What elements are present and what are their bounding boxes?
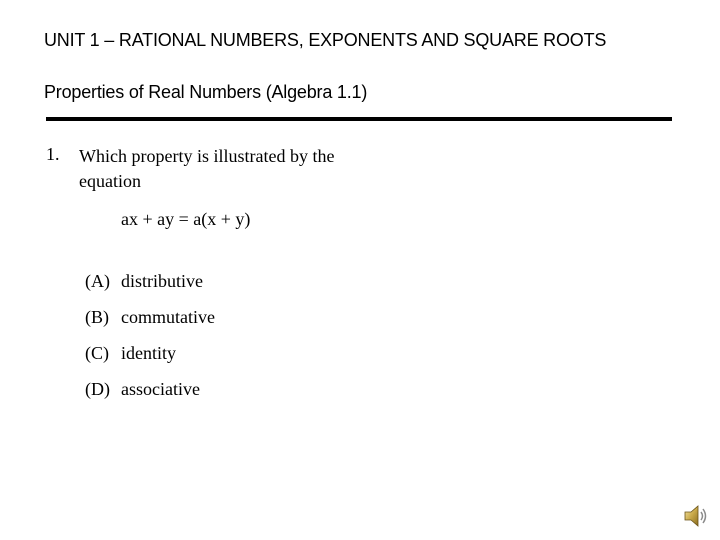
choice-text: associative	[121, 379, 200, 399]
question-equation: ax + ay = a(x + y)	[121, 209, 251, 229]
choice-text: identity	[121, 343, 176, 363]
divider-rule	[46, 117, 672, 121]
choice-letter: (B)	[85, 307, 109, 327]
choice-letter: (C)	[85, 343, 109, 363]
section-title: Properties of Real Numbers (Algebra 1.1)	[44, 82, 368, 102]
choice-text: commutative	[121, 307, 215, 327]
speaker-icon[interactable]	[683, 503, 709, 529]
answer-choice-c[interactable]	[85, 343, 215, 379]
question-number: 1.	[46, 144, 60, 164]
unit-title: UNIT 1 – RATIONAL NUMBERS, EXPONENTS AND SQUARE ROOTS	[44, 30, 607, 50]
question-text: Which property is illustrated by the equation	[79, 146, 335, 191]
answer-choices	[85, 271, 215, 415]
answer-choice-a[interactable]	[85, 271, 215, 307]
choice-text: distributive	[121, 271, 203, 291]
choice-letter: (A)	[85, 271, 110, 291]
answer-choice-b[interactable]	[85, 307, 215, 343]
answer-choice-d[interactable]	[85, 379, 215, 415]
choice-letter: (D)	[85, 379, 110, 399]
